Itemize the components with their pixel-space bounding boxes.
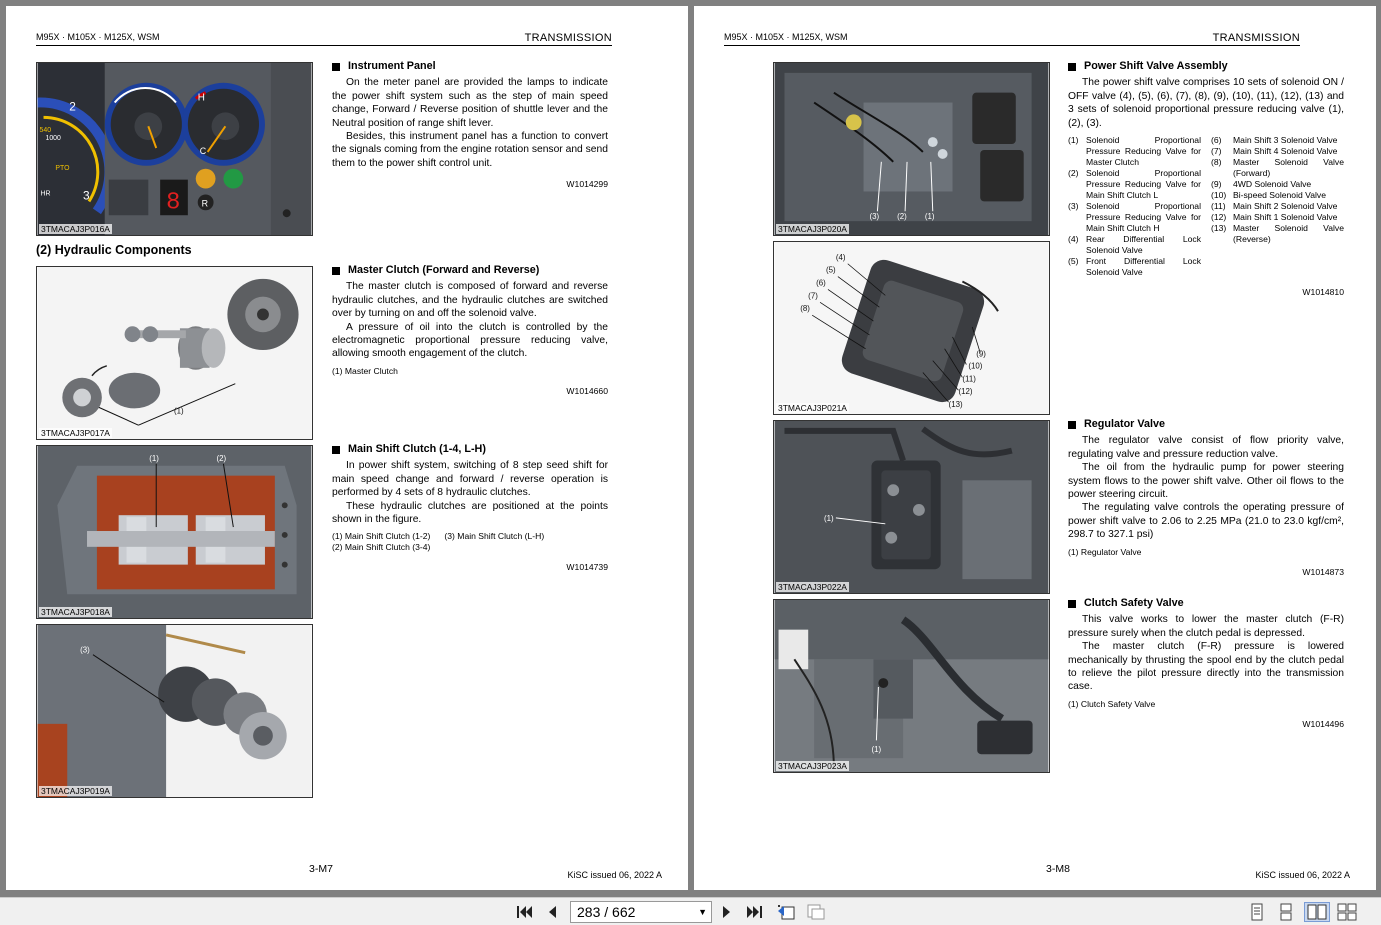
figure-shift-clutch-lh xyxy=(36,624,313,798)
gauge-label-r: R xyxy=(201,198,209,209)
paragraph: This valve works to lower the master clutch (F-R) pressure surely when the clutch pedal is depressed. xyxy=(1068,614,1344,639)
figure-label-6: (6) xyxy=(816,278,826,288)
section-master-clutch xyxy=(332,264,608,398)
legend-item xyxy=(1211,190,1344,201)
continuous-page-icon xyxy=(1278,903,1294,921)
next-page-icon xyxy=(721,904,733,920)
section-title xyxy=(1068,597,1344,610)
page-header xyxy=(724,30,1300,46)
figure-label-1: (1) xyxy=(924,212,935,222)
figure-label-13: (13) xyxy=(948,400,963,410)
section-title-text: Clutch Safety Valve xyxy=(1084,597,1184,609)
last-page-button[interactable] xyxy=(744,902,766,922)
page-right xyxy=(694,6,1376,890)
legend-item-text: Main Shift 3 Solenoid Valve xyxy=(1233,135,1338,146)
paragraph: In power shift system, switching of 8 step seed shift for main speed change and forward / reverse operation is performed by 4 sets of 8 hydraulic clutches. xyxy=(332,460,608,499)
figure-caption: 3TMACAJ3P020A xyxy=(778,224,847,234)
figure-label-1: (1) xyxy=(174,406,184,416)
figure-label-10: (10) xyxy=(968,361,983,371)
figure-label-3: (3) xyxy=(80,645,90,655)
document-code: W1014496 xyxy=(1302,718,1344,729)
page-header xyxy=(36,30,612,46)
figure-caption: 3TMACAJ3P019A xyxy=(41,786,110,796)
legend-item-number: (6) xyxy=(1211,135,1222,146)
legend-item xyxy=(1068,256,1201,278)
legend: (1) Master Clutch xyxy=(332,365,398,376)
section-regulator-valve xyxy=(1068,418,1344,579)
document-code: W1014739 xyxy=(566,562,608,573)
bullet-square xyxy=(332,267,340,275)
first-page-button[interactable] xyxy=(513,902,535,922)
section-title-text: Instrument Panel xyxy=(348,60,436,72)
legend-item xyxy=(1068,168,1201,201)
paragraph: A pressure of oil into the clutch is controlled by the electromagnetic proportional pressure reducing valve, allowing smooth engagement of the clutch. xyxy=(332,321,608,360)
shift-clutch-lh-illustration xyxy=(37,625,312,797)
legend-item-number: (1) xyxy=(1068,135,1079,146)
section-title-text: Master Clutch (Forward and Reverse) xyxy=(348,264,540,276)
legend-item xyxy=(1211,212,1344,223)
page-number: 3-M7 xyxy=(309,863,333,875)
legend xyxy=(332,531,608,553)
next-view-button[interactable] xyxy=(805,902,827,922)
header-section: TRANSMISSION xyxy=(524,32,612,44)
paragraph: Besides, this instrument panel has a function to convert the signals coming from the engine rotation sensor and send them to the power shift control unit. xyxy=(332,131,608,169)
legend: (1) Clutch Safety Valve xyxy=(1068,698,1156,709)
bullet-square xyxy=(1068,63,1076,71)
figure-main-shift-clutch xyxy=(36,445,313,619)
header-models: M95X · M105X · M125X, WSM xyxy=(36,32,160,42)
legend-item-text: Bi-speed Solenoid Valve xyxy=(1233,190,1326,201)
two-page-continuous-icon xyxy=(1337,903,1357,921)
previous-page-icon xyxy=(546,904,558,920)
previous-page-button[interactable] xyxy=(541,902,563,922)
legend-item-number: (11) xyxy=(1211,201,1226,212)
figure-regulator-valve xyxy=(773,420,1050,594)
legend-item-text: Solenoid Proportional Pressure Reducing Valve for Main Shift Clutch H xyxy=(1086,201,1201,234)
gauge-label-c: C xyxy=(199,145,207,156)
figure-label-5: (5) xyxy=(825,265,836,275)
page-dropdown[interactable] xyxy=(695,902,711,922)
legend-item-number: (5) xyxy=(1068,256,1079,267)
figure-label-4: (4) xyxy=(835,252,846,262)
figure-power-shift-valve-installed xyxy=(773,62,1050,236)
section-title-text: Main Shift Clutch (1-4, L-H) xyxy=(348,443,486,455)
paragraph: The regulator valve consist of flow priority valve, regulating valve and pressure reduction valve. xyxy=(1068,435,1344,460)
section-title xyxy=(332,60,608,73)
figure-label-8: (8) xyxy=(800,304,810,314)
issued-note: KiSC issued 06, 2022 A xyxy=(567,870,662,880)
legend-item-text: Solenoid Proportional Pressure Reducing Valve for Master Clutch xyxy=(1086,135,1201,168)
section-title-text: Power Shift Valve Assembly xyxy=(1084,60,1228,72)
bottom-toolbar xyxy=(0,897,1381,925)
legend: (1) Regulator Valve xyxy=(1068,546,1142,557)
main-shift-clutch-illustration xyxy=(37,446,312,618)
legend-item-text: Master Solenoid Valve (Reverse) xyxy=(1233,223,1344,245)
legend-item-number: (3) xyxy=(1068,201,1079,212)
legend-item xyxy=(1211,135,1344,146)
figure-label-1: (1) xyxy=(824,513,834,523)
legend-item-text: 4WD Solenoid Valve xyxy=(1233,179,1312,190)
gauge-label-pto: PTO xyxy=(55,164,70,172)
section-title-text: Regulator Valve xyxy=(1084,418,1166,430)
power-shift-valve-installed-illustration xyxy=(774,63,1049,235)
subsection-heading: (2) Hydraulic Components xyxy=(36,243,192,257)
legend-item-number: (13) xyxy=(1211,223,1227,234)
legend-item xyxy=(1211,223,1344,245)
power-shift-valve-assembly-illustration xyxy=(774,242,1049,414)
paragraph: The master clutch (F-R) pressure is lowered mechanically by thrusting the spool end by the clutch pedal to relieve the pilot pressure directly into the transmission case. xyxy=(1068,641,1344,693)
section-title xyxy=(1068,418,1344,431)
continuous-view-button[interactable] xyxy=(1275,902,1297,922)
master-clutch-illustration xyxy=(37,267,312,439)
legend-col-right xyxy=(1211,135,1344,278)
section-main-shift-clutch xyxy=(332,443,608,575)
chevron-down-icon: ▼ xyxy=(698,907,707,917)
gauge-label-h: H xyxy=(197,92,205,104)
paragraph: The regulating valve controls the operating pressure of power shift valve to 2.06 to 2.25 MPa (21.0 to 23.0 kgf/cm², 298.7 to 327.1 psi) xyxy=(1068,502,1344,541)
figure-label-1: (1) xyxy=(871,745,882,755)
section-clutch-safety-valve xyxy=(1068,597,1344,731)
legend-item-text: Front Differential Lock Solenoid Valve xyxy=(1086,256,1201,278)
gauge-label-2: 2 xyxy=(69,99,76,114)
legend-item-number: (4) xyxy=(1068,234,1079,245)
figure-caption: 3TMACAJ3P018A xyxy=(41,607,110,617)
legend-item xyxy=(1068,234,1201,256)
legend-item xyxy=(1068,135,1201,168)
figure-label-11: (11) xyxy=(962,374,976,384)
figure-label-3: (3) xyxy=(869,212,880,222)
paragraph: The oil from the hydraulic pump for power steering system flows to the power shift valve. Other oil flows to the power steering circuit. xyxy=(1068,462,1344,501)
paragraph: The master clutch is composed of forward and reverse hydraulic clutches, and the hydraulic clutches are switched over by turning on and off the solenoid valve. xyxy=(332,281,608,320)
document-code: W1014660 xyxy=(566,385,608,396)
figure-clutch-safety-valve xyxy=(773,599,1050,773)
section-instrument-panel xyxy=(332,60,608,192)
page-number: 3-M8 xyxy=(1046,863,1070,875)
paragraph: On the meter panel are provided the lamps to indicate the power shift system such as the step of main speed change, Forward / Reverse position of shuttle lever and the Neutral position of range shift lever. xyxy=(332,77,608,129)
gauge-label-3: 3 xyxy=(83,188,90,203)
legend-item xyxy=(1211,201,1344,212)
gauge-label-hr: HR xyxy=(40,190,51,198)
figure-caption: 3TMACAJ3P022A xyxy=(778,582,847,592)
bullet-square xyxy=(332,63,340,71)
figure-caption: 3TMACAJ3P023A xyxy=(778,761,847,771)
paragraph: The power shift valve comprises 10 sets of solenoid ON / OFF valve (4), (5), (6), (7), (8), (9), (10), (11), (12), (13) and 3 sets of solenoid proportional pressure reducing valve (1), (2), (3). xyxy=(1068,77,1344,129)
document-code: W1014299 xyxy=(566,179,608,190)
single-page-icon xyxy=(1249,903,1265,921)
figure-label-9: (9) xyxy=(976,349,986,359)
instrument-panel-illustration xyxy=(37,63,312,235)
header-section: TRANSMISSION xyxy=(1212,32,1300,44)
document-code: W1014810 xyxy=(1302,287,1344,298)
two-page-continuous-view-button[interactable] xyxy=(1336,902,1358,922)
legend-item-number: (2) xyxy=(1068,168,1079,179)
figure-master-clutch xyxy=(36,266,313,440)
section-title xyxy=(332,443,608,456)
page-number-value: 283 / 662 xyxy=(577,904,636,920)
page-left xyxy=(6,6,688,890)
figure-caption: 3TMACAJ3P016A xyxy=(41,224,110,234)
legend-item xyxy=(1211,179,1344,190)
gauge-label-540: 540 xyxy=(39,127,52,135)
figure-caption: 3TMACAJ3P017A xyxy=(41,428,110,438)
legend-item-text: Rear Differential Lock Solenoid Valve xyxy=(1086,234,1201,256)
figure-label-12: (12) xyxy=(958,387,973,397)
legend-item-number: (8) xyxy=(1211,157,1222,168)
next-view-icon xyxy=(806,903,826,921)
legend-col-left xyxy=(1068,135,1201,278)
legend xyxy=(1068,135,1344,278)
previous-view-icon xyxy=(776,903,796,921)
legend-item-text: Main Shift 2 Solenoid Valve xyxy=(1233,201,1338,212)
bullet-square xyxy=(1068,600,1076,608)
legend-item: (3) Main Shift Clutch (L-H) xyxy=(444,531,545,542)
figure-instrument-panel xyxy=(36,62,313,236)
legend-item-text: Master Solenoid Valve (Forward) xyxy=(1233,157,1344,179)
bullet-square xyxy=(1068,421,1076,429)
next-page-button[interactable] xyxy=(716,902,738,922)
section-title xyxy=(332,264,608,277)
legend-item: (2) Main Shift Clutch (3-4) xyxy=(332,542,431,553)
legend-item xyxy=(1068,201,1201,234)
figure-label-7: (7) xyxy=(808,291,818,301)
gear-digit: 8 xyxy=(166,189,181,217)
two-page-view-button[interactable] xyxy=(1304,902,1330,922)
gauge-label-1000: 1000 xyxy=(45,135,61,143)
legend-item-number: (9) xyxy=(1211,179,1222,190)
figure-caption: 3TMACAJ3P021A xyxy=(778,403,847,413)
last-page-icon xyxy=(746,904,764,920)
bullet-square xyxy=(332,446,340,454)
figure-label-2: (2) xyxy=(216,453,227,463)
single-page-view-button[interactable] xyxy=(1246,902,1268,922)
legend-item-text: Main Shift 4 Solenoid Valve xyxy=(1233,146,1338,157)
legend-item-text: Main Shift 1 Solenoid Valve xyxy=(1233,212,1338,223)
header-models: M95X · M105X · M125X, WSM xyxy=(724,32,848,42)
legend-item-number: (12) xyxy=(1211,212,1227,223)
paragraph: These hydraulic clutches are positioned at the points shown in the figure. xyxy=(332,500,608,526)
legend-item xyxy=(1211,146,1344,157)
legend-item-text: Solenoid Proportional Pressure Reducing Valve for Main Shift Clutch L xyxy=(1086,168,1201,201)
two-page-icon xyxy=(1307,903,1327,921)
legend-item xyxy=(1211,157,1344,179)
regulator-valve-illustration xyxy=(774,421,1049,593)
first-page-icon xyxy=(515,904,533,920)
previous-view-button[interactable] xyxy=(775,902,797,922)
figure-power-shift-valve-assembly xyxy=(773,241,1050,415)
legend-item: (1) Main Shift Clutch (1-2) xyxy=(332,531,431,542)
document-code: W1014873 xyxy=(1302,566,1344,577)
legend-item-number: (7) xyxy=(1211,146,1222,157)
issued-note: KiSC issued 06, 2022 A xyxy=(1255,870,1350,880)
clutch-safety-valve-illustration xyxy=(774,600,1049,772)
legend-item-number: (10) xyxy=(1211,190,1227,201)
section-title xyxy=(1068,60,1344,73)
page-number-field[interactable] xyxy=(570,901,712,923)
section-power-shift-valve xyxy=(1068,60,1344,299)
figure-label-1: (1) xyxy=(149,453,159,463)
figure-label-2: (2) xyxy=(897,212,907,222)
